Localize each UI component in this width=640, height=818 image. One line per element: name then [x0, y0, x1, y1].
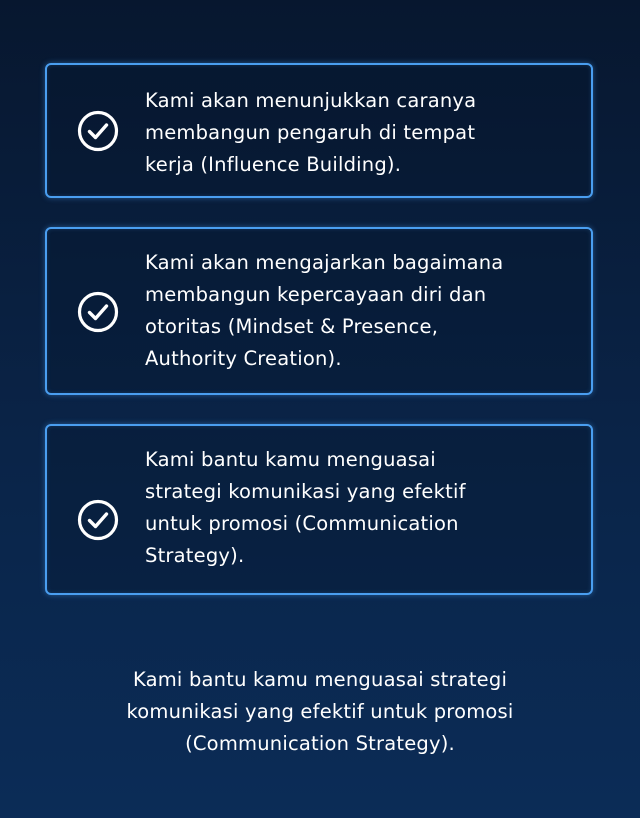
benefit-card-mindset [45, 227, 593, 395]
benefit-text: Kami akan menunjukkan caranya membangun pengaruh di tempat kerja (Influence Building). [145, 89, 477, 176]
check-circle-icon [77, 291, 119, 333]
check-circle-icon [77, 499, 119, 541]
benefit-text: Kami akan mengajarkan bagaimana membangun kepercayaan diri dan otoritas (Mindset & Presence, Authority Creation). [145, 251, 504, 370]
benefit-text: Kami bantu kamu menguasai strategi komunikasi yang efektif untuk promosi (Communication Strategy). [145, 448, 466, 567]
benefit-card-influence [45, 63, 593, 198]
benefit-card-communication [45, 424, 593, 595]
check-circle-icon [77, 110, 119, 152]
footer-text: Kami bantu kamu menguasai strategi komunikasi yang efektif untuk promosi (Communication Strategy). [126, 668, 514, 755]
